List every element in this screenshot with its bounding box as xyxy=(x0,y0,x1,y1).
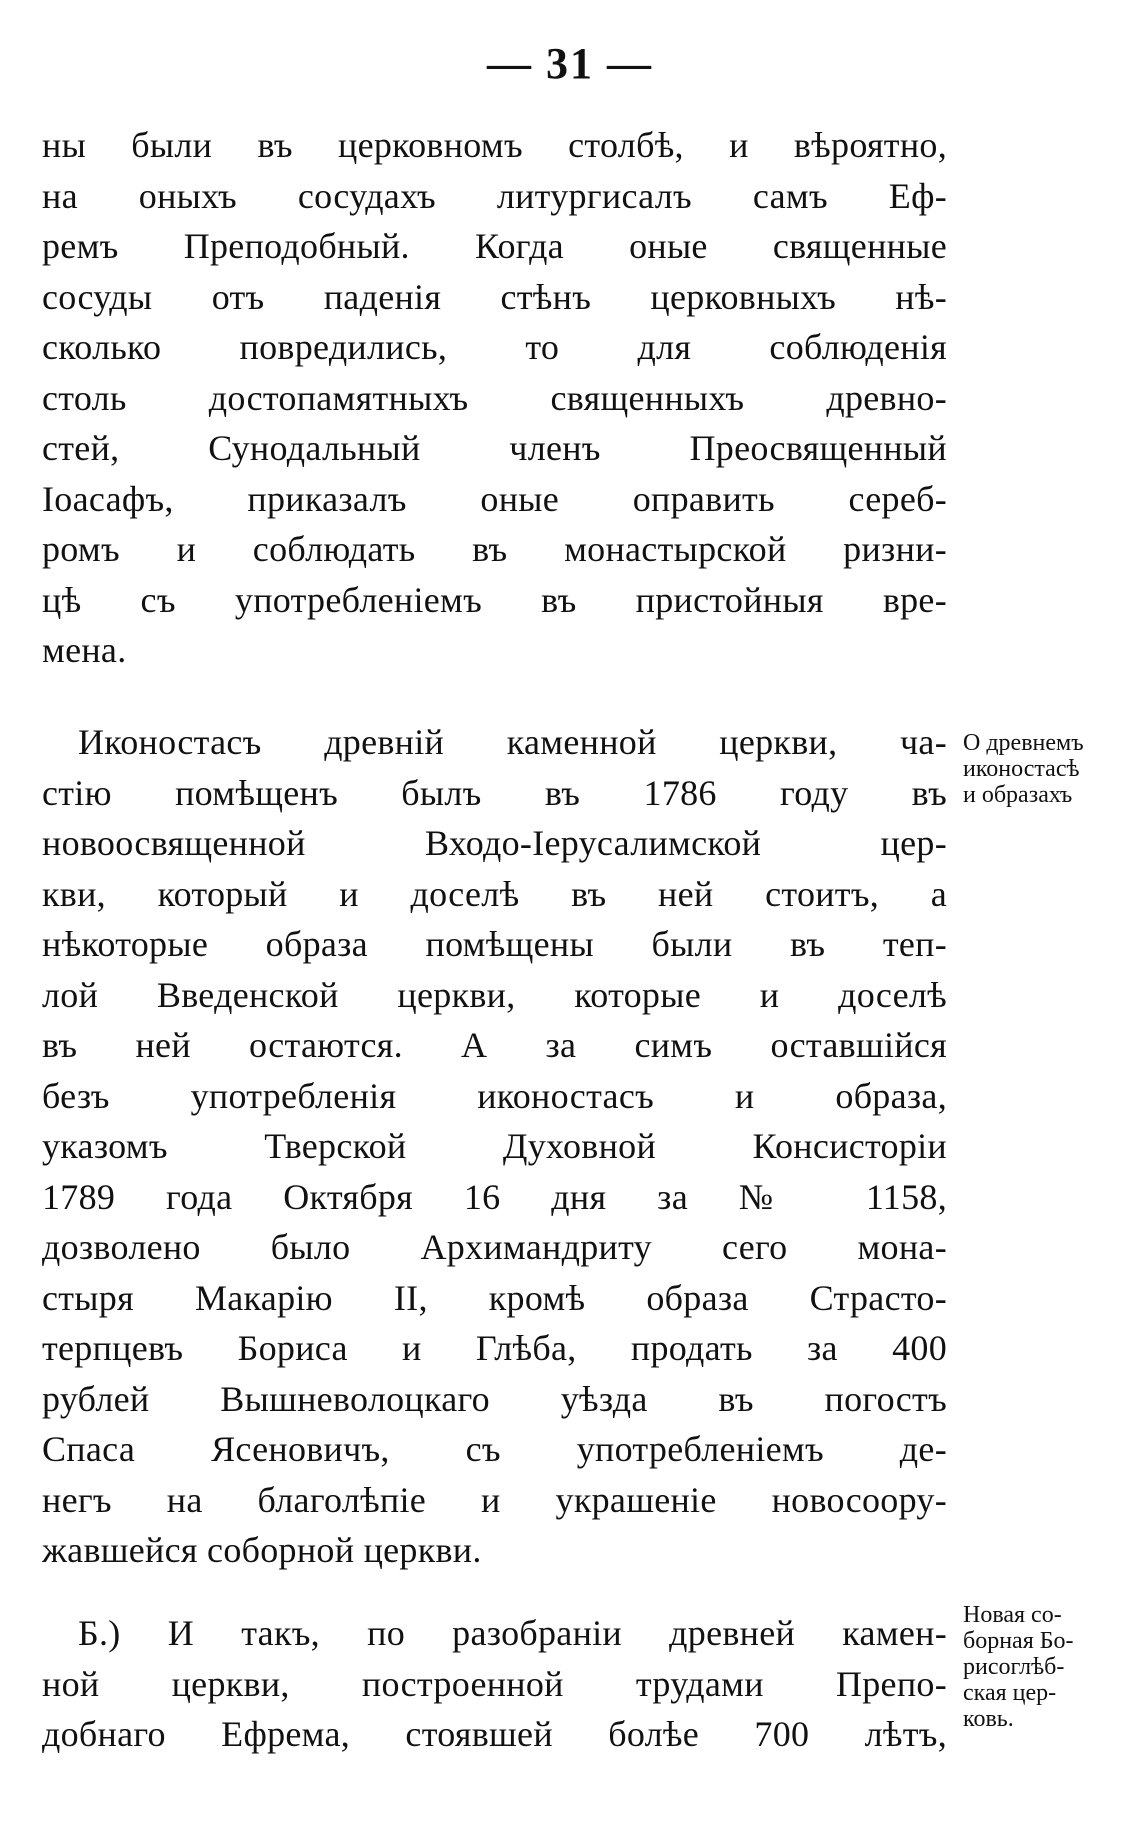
text-line: цѣ съ употребленіемъ въ пристойныя вре- xyxy=(42,579,947,620)
text-line: нѣкоторые образа помѣщены были въ теп- xyxy=(42,924,947,964)
text-line: негъ на благолѣпіе и украшеніе новосоору- xyxy=(42,1479,947,1520)
margin-note-line: ковь. xyxy=(963,1706,1014,1732)
text-line: Иконостасъ древній каменной церкви, ча- xyxy=(78,722,947,762)
text-line: на оныхъ сосудахъ литургисалъ самъ Еф- xyxy=(42,175,947,216)
margin-note-line: иконостасѣ xyxy=(963,756,1080,782)
margin-note-line: борная Бо- xyxy=(963,1628,1074,1654)
paragraph-1 xyxy=(42,120,947,676)
margin-note-line: О древнемъ xyxy=(963,730,1084,756)
text-line: ромъ и соблюдать въ монастырской ризни- xyxy=(42,529,947,569)
text-line: стыря Макарію II, кромѣ образа Страсто- xyxy=(42,1277,947,1318)
text-line: мена. xyxy=(42,630,127,670)
text-line: ремъ Преподобный. Когда оные священные xyxy=(42,226,947,266)
text-line: въ ней остаются. А за симъ оставшійся xyxy=(42,1025,947,1065)
text-line: Іоасафъ, приказалъ оные оправить сереб- xyxy=(42,478,947,519)
text-line: добнаго Ефрема, стоявшей болѣе 700 лѣтъ, xyxy=(42,1714,947,1754)
text-line: кви, который и доселѣ въ ней стоитъ, а xyxy=(42,873,947,914)
text-line: стію помѣщенъ былъ въ 1786 году въ xyxy=(42,772,947,813)
text-line: новоосвященной Входо-Іерусалимской цер- xyxy=(42,823,947,863)
text-line: терпцевъ Бориса и Глѣба, продать за 400 xyxy=(42,1328,947,1368)
text-line: жавшейся соборной церкви. xyxy=(42,1530,482,1570)
text-line: ной церкви, построенной трудами Препо- xyxy=(42,1663,947,1704)
text-line: безъ употребленія иконостасъ и образа, xyxy=(42,1075,947,1116)
text-line: сколько повредились, то для соблюденія xyxy=(42,327,947,367)
margin-note-new-church xyxy=(963,1602,1131,1732)
page-number: — 31 — xyxy=(487,39,653,88)
text-line: сосуды отъ паденія стѣнъ церковныхъ нѣ- xyxy=(42,276,947,317)
margin-note-line: рисоглѣб- xyxy=(963,1654,1065,1680)
paragraph-2 xyxy=(42,717,947,1576)
text-line: столь достопамятныхъ священныхъ древно- xyxy=(42,377,947,418)
text-line: Спаса Ясеновичъ, съ употребленіемъ де- xyxy=(42,1429,947,1469)
text-line: стей, Сунодальный членъ Преосвященный xyxy=(42,428,947,468)
text-line: рублей Вышневолоцкаго уѣзда въ погостъ xyxy=(42,1378,947,1419)
text-line: ны были въ церковномъ столбѣ, и вѣроятно, xyxy=(42,125,947,165)
text-line: Б.) И такъ, по разобраніи древней камен- xyxy=(78,1613,947,1653)
text-line: указомъ Тверской Духовной Консисторіи xyxy=(42,1126,947,1166)
margin-note-line: ская цер- xyxy=(963,1680,1057,1706)
paragraph-3 xyxy=(42,1608,947,1760)
text-line: дозволено было Архимандриту сего мона- xyxy=(42,1227,947,1267)
margin-note-line: и образахъ xyxy=(963,782,1073,808)
margin-note-line: Новая со- xyxy=(963,1602,1062,1628)
text-line: лой Введенской церкви, которые и доселѣ xyxy=(42,974,947,1015)
margin-note-iconostasis xyxy=(963,730,1131,808)
text-line: 1789 года Октября 16 дня за № 1158, xyxy=(42,1176,947,1217)
